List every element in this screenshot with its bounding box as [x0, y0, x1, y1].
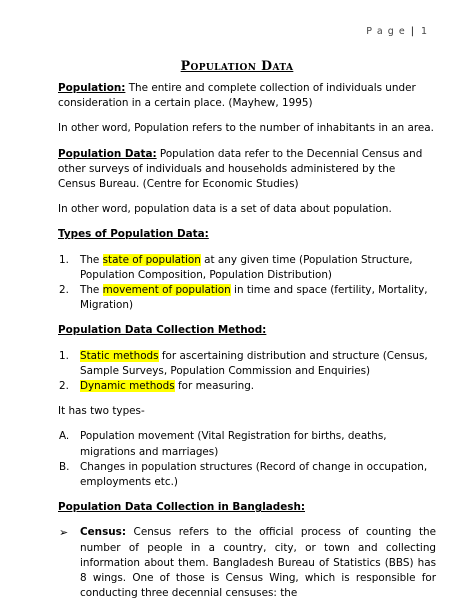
census-term: Census:: [80, 526, 126, 539]
highlighted-term: Static methods: [80, 349, 159, 362]
highlighted-term: state of population: [102, 253, 201, 266]
population-term: Population:: [58, 82, 126, 94]
census-item: [58, 525, 436, 601]
text-run: for ascertaining distribution and structure (Census, Sample Surveys, Population Commission and Enquiries): [80, 349, 428, 377]
population-other-word: In other word, Population refers to the number of inhabitants in an area.: [58, 122, 434, 135]
arrow-bullet-icon: ➢: [59, 526, 69, 540]
population-data-other-word: In other word, population data is a set of data about population.: [58, 203, 392, 216]
text-run: for measuring.: [174, 380, 255, 393]
types-list-item: [58, 253, 436, 283]
text-run: in time and space (fertility, Mortality, Migration): [80, 284, 428, 312]
text-run: The: [80, 284, 103, 297]
text-run: Census refers to the official process of counting the number of people in a country, city, or town and collecting information about them. Bangladesh Bureau of Statistics (BBS) has 8 wings. One of those is Census Wing, which is responsible for conducting three decennial censuses: the: [80, 526, 436, 600]
bangladesh-heading: Population Data Collection in Bangladesh:: [58, 501, 305, 514]
types-heading: Types of Population Data:: [58, 228, 209, 241]
population-data-definition-text: Population data refer to the Decennial Census and other surveys of individuals and households administered by the Census Bureau. (Centre for Economic Studies): [58, 147, 423, 191]
page-label: P a g e: [366, 26, 406, 37]
list-item-text: Population movement (Vital Registration for births, deaths, migrations and marriages): [80, 430, 387, 458]
text-run: The: [80, 253, 103, 266]
list-item-text: [80, 283, 436, 313]
methods-list-item: [58, 349, 436, 379]
methods-list: [58, 349, 436, 395]
types-list-item: [58, 283, 436, 313]
page-number: 1: [420, 26, 428, 37]
methods-list-item: [58, 379, 436, 394]
highlighted-term: movement of population: [102, 284, 231, 297]
list-marker: 2.: [59, 380, 69, 393]
two-types-intro: It has two types-: [58, 405, 145, 418]
population-data-term: Population Data:: [58, 147, 157, 160]
list-marker: 1.: [59, 349, 69, 362]
document-body: [58, 81, 436, 611]
two-types-list-item: [58, 429, 436, 459]
list-item-text: Changes in population structures (Record of change in occupation, employments etc.): [80, 460, 428, 489]
document-title: Population Data: [180, 58, 294, 73]
list-item-text: [80, 349, 436, 379]
two-types-list: [58, 429, 436, 490]
list-item-text: [80, 379, 436, 394]
types-list: [58, 253, 436, 314]
method-heading: Population Data Collection Method:: [58, 324, 267, 337]
highlighted-term: Dynamic methods: [80, 380, 175, 393]
population-data-definition: [58, 147, 436, 193]
two-types-list-item: [58, 460, 436, 490]
list-marker: A.: [59, 430, 70, 443]
census-text: [80, 525, 436, 601]
list-marker: 1.: [59, 253, 69, 266]
page-header: [366, 24, 428, 39]
bangladesh-list: [58, 525, 436, 601]
list-marker: B.: [59, 460, 70, 473]
page-separator: |: [410, 26, 415, 37]
population-definition-text: The entire and complete collection of individuals under consideration in a certain place. (Mayhew, 1995): [58, 82, 416, 110]
population-definition: [58, 81, 436, 111]
text-run: at any given time (Population Structure, Population Composition, Population Distribution): [80, 253, 413, 281]
list-item-text: [80, 253, 436, 283]
list-marker: 2.: [59, 284, 69, 297]
